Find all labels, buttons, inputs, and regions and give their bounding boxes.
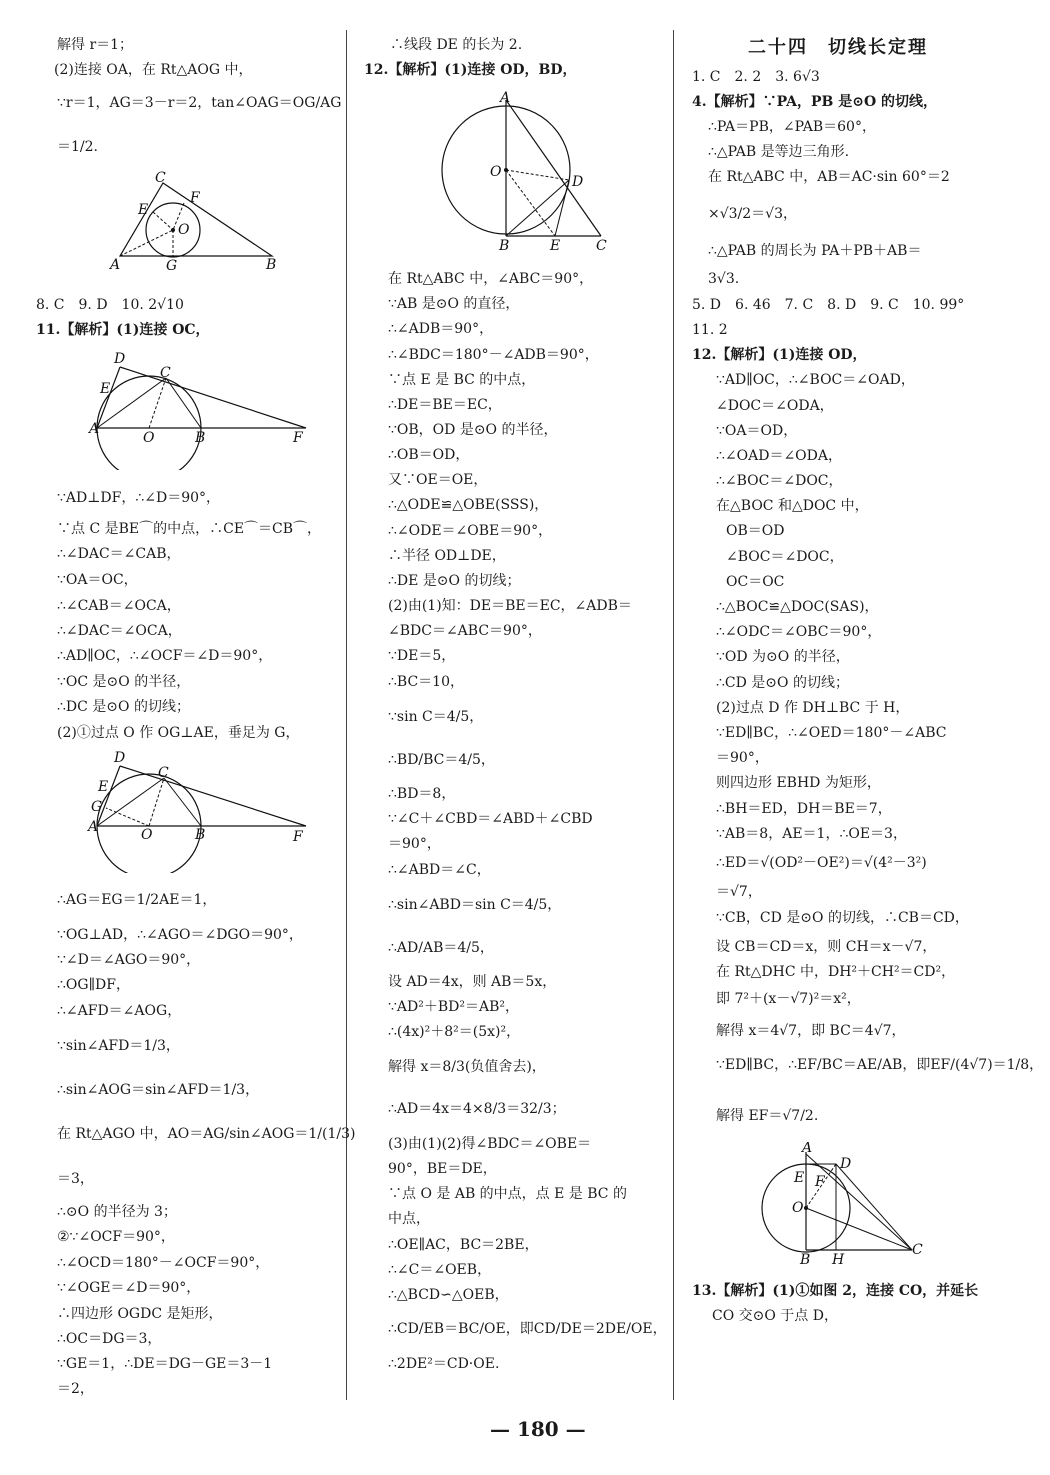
text-line: ∴AD/AB＝4/5， bbox=[388, 940, 494, 956]
text-line: ＝3， bbox=[57, 1171, 94, 1187]
column-divider-right bbox=[673, 30, 674, 1400]
text-line: ∵AB＝8，AE＝1，∴OE＝3， bbox=[716, 826, 907, 842]
text-line: (2)连接 OA，在 Rt△AOG 中， bbox=[54, 62, 253, 78]
text-line: ∠DOC＝∠ODA， bbox=[716, 398, 834, 414]
text-line: ∴半径 OD⊥DE， bbox=[388, 548, 506, 564]
svg-text:O: O bbox=[178, 222, 190, 238]
text-line: 3√3. bbox=[708, 271, 740, 287]
text-line: 12.【解析】(1)连接 OD，BD， bbox=[364, 62, 577, 78]
text-line: 8. C 9. D 10. 2√10 bbox=[36, 297, 184, 313]
text-line: ∴CD/EB＝BC/OE，即CD/DE＝2DE/OE， bbox=[388, 1321, 667, 1337]
text-line: ∴OB＝OD， bbox=[388, 447, 470, 463]
svg-text:B: B bbox=[195, 430, 206, 446]
text-line: ∴四边形 OGDC 是矩形， bbox=[57, 1306, 223, 1322]
text-line: ∵OA＝OC， bbox=[57, 572, 138, 588]
text-line: ×√3/2＝√3， bbox=[708, 206, 798, 222]
text-line: 90°，BE＝DE， bbox=[388, 1161, 497, 1177]
svg-text:O: O bbox=[141, 827, 153, 843]
text-line: ∴DC 是⊙O 的切线； bbox=[57, 699, 190, 715]
page-number: — 180 — bbox=[490, 1417, 586, 1441]
text-line: ∴∠BOC＝∠DOC， bbox=[716, 473, 843, 489]
text-line: ∴OE∥AC，BC＝2BE， bbox=[388, 1237, 539, 1253]
svg-text:D: D bbox=[114, 750, 126, 766]
text-line: ∴ED＝√(OD²－OE²)＝√(4²－3²) bbox=[716, 855, 927, 871]
text-line: ∴sin∠ABD＝sin C＝4/5， bbox=[388, 897, 562, 913]
svg-text:A: A bbox=[88, 819, 99, 835]
text-line: ∴△BOC≌△DOC(SAS)， bbox=[716, 599, 879, 615]
text-line: ∴⊙O 的半径为 3； bbox=[57, 1204, 177, 1220]
text-line: 12.【解析】(1)连接 OD， bbox=[692, 347, 867, 363]
text-line: OB＝OD bbox=[726, 523, 785, 539]
text-line: ∵sin C＝4/5， bbox=[388, 709, 484, 725]
text-line: ＝1/2. bbox=[57, 139, 98, 155]
text-line: 设 AD＝4x，则 AB＝5x， bbox=[388, 974, 557, 990]
svg-text:E: E bbox=[550, 238, 561, 254]
text-line: 即 7²＋(x－√7)²＝x²， bbox=[716, 991, 861, 1007]
text-line: ＝2， bbox=[57, 1381, 94, 1397]
text-line: ∵OC 是⊙O 的半径， bbox=[57, 674, 191, 690]
text-line: ∵AD²＋BD²＝AB²， bbox=[388, 999, 519, 1015]
text-line: ∵AB 是⊙O 的直径， bbox=[388, 296, 520, 312]
text-line: (3)由(1)(2)得∠BDC＝∠OBE＝ bbox=[388, 1136, 592, 1152]
svg-text:D: D bbox=[114, 351, 126, 367]
svg-text:O: O bbox=[490, 164, 502, 180]
svg-text:C: C bbox=[158, 765, 169, 781]
text-line: ∴∠ABD＝∠C， bbox=[388, 862, 491, 878]
text-line: ∵OD 为⊙O 的半径， bbox=[716, 649, 850, 665]
svg-text:F: F bbox=[293, 430, 303, 446]
svg-text:E: E bbox=[100, 381, 111, 397]
text-line: ∴BD＝8， bbox=[388, 786, 456, 802]
svg-text:A: A bbox=[500, 90, 511, 106]
text-line: ∴△BCD∽△OEB， bbox=[388, 1287, 509, 1303]
text-line: ∴PA＝PB，∠PAB＝60°， bbox=[708, 119, 876, 135]
text-line: ∵点 C 是BE⌒的中点，∴CE⌒＝CB⌒， bbox=[57, 521, 322, 537]
svg-text:F: F bbox=[190, 190, 200, 206]
text-line: 则四边形 EBHD 为矩形， bbox=[716, 775, 881, 791]
svg-text:O: O bbox=[792, 1200, 804, 1216]
text-line: ∴sin∠AOG＝sin∠AFD＝1/3， bbox=[57, 1082, 260, 1098]
svg-text:B: B bbox=[266, 257, 277, 273]
svg-text:F: F bbox=[815, 1174, 825, 1190]
text-line: ∵sin∠AFD＝1/3， bbox=[57, 1038, 180, 1054]
text-line: ∴CD 是⊙O 的切线； bbox=[716, 675, 849, 691]
text-line: ∴BC＝10， bbox=[388, 674, 464, 690]
text-line: ∴(4x)²＋8²＝(5x)²， bbox=[388, 1024, 521, 1040]
text-line: (2)过点 D 作 DH⊥BC 于 H， bbox=[716, 700, 910, 716]
text-line: ∴OG∥DF， bbox=[57, 977, 130, 993]
text-line: 1. C 2. 2 3. 6√3 bbox=[692, 69, 820, 85]
text-line: ∴∠OAD＝∠ODA， bbox=[716, 448, 842, 464]
text-line: ∵AD⊥DF，∴∠D＝90°， bbox=[57, 490, 221, 506]
svg-text:D: D bbox=[840, 1156, 852, 1172]
text-line: 5. D 6. 46 7. C 8. D 9. C 10. 99° bbox=[692, 297, 965, 313]
text-line: 11. 2 bbox=[692, 322, 728, 338]
svg-text:C: C bbox=[160, 365, 171, 381]
column-divider-left bbox=[346, 30, 347, 1400]
text-line: ∵ED∥BC，∴∠OED＝180°－∠ABC bbox=[716, 725, 947, 741]
text-line: ∴△ODE≌△OBE(SSS)， bbox=[388, 497, 549, 513]
svg-text:O: O bbox=[143, 430, 155, 446]
text-line: ∴∠BDC＝180°－∠ADB＝90°， bbox=[388, 347, 599, 363]
svg-text:C: C bbox=[912, 1242, 923, 1258]
text-line: ∴AD∥OC，∴∠OCF＝∠D＝90°， bbox=[57, 648, 273, 664]
text-line: ∵r＝1，AG＝3－r＝2，tan∠OAG＝OG/AG bbox=[57, 95, 342, 111]
figure-q11-part2 bbox=[86, 748, 316, 873]
text-line: ∴AD＝4x＝4×8/3＝32/3； bbox=[388, 1101, 566, 1117]
text-line: 在 Rt△AGO 中，AO＝AG/sin∠AOG＝1/(1/3) bbox=[57, 1126, 356, 1142]
text-line: ∵DE＝5， bbox=[388, 648, 456, 664]
text-line: ∵点 O 是 AB 的中点，点 E 是 BC 的 bbox=[388, 1186, 627, 1202]
text-line: 在 Rt△DHC 中，DH²＋CH²＝CD²， bbox=[716, 964, 956, 980]
text-line: ∴∠ADB＝90°， bbox=[388, 321, 494, 337]
text-line: ∴OC＝DG＝3， bbox=[57, 1331, 162, 1347]
text-line: ∴∠CAB＝∠OCA， bbox=[57, 598, 181, 614]
text-line: ∠BDC＝∠ABC＝90°， bbox=[388, 623, 542, 639]
svg-text:G: G bbox=[166, 258, 178, 274]
text-line: ∴△PAB 是等边三角形. bbox=[708, 144, 850, 160]
text-line: ＝√7， bbox=[716, 884, 762, 900]
text-line: ∴∠C＝∠OEB， bbox=[388, 1262, 492, 1278]
text-line: ∴∠DAC＝∠OCA， bbox=[57, 623, 182, 639]
text-line: 4.【解析】∵PA，PB 是⊙O 的切线， bbox=[692, 94, 938, 110]
svg-text:A: A bbox=[110, 257, 121, 273]
text-line: ∴BD/BC＝4/5， bbox=[388, 752, 495, 768]
text-line: 解得 x＝8/3(负值舍去)， bbox=[388, 1059, 546, 1075]
text-line: ∵点 E 是 BC 的中点， bbox=[388, 372, 536, 388]
text-line: ∴DE＝BE＝EC， bbox=[388, 397, 502, 413]
text-line: ∴∠ODE＝∠OBE＝90°， bbox=[388, 523, 553, 539]
text-line: ∵OA＝OD， bbox=[716, 423, 798, 439]
svg-text:A: A bbox=[89, 421, 100, 437]
svg-text:C: C bbox=[596, 238, 607, 254]
text-line: ∴AG＝EG＝1/2AE＝1， bbox=[57, 892, 217, 908]
text-line: ∵AD∥OC，∴∠BOC＝∠OAD， bbox=[716, 372, 915, 388]
svg-text:E: E bbox=[98, 779, 109, 795]
text-line: (2)①过点 O 作 OG⊥AE，垂足为 G， bbox=[57, 725, 300, 741]
figure-incircle-triangle bbox=[100, 170, 290, 275]
text-line: 在 Rt△ABC 中，∠ABC＝90°， bbox=[388, 271, 594, 287]
figure-q12 bbox=[436, 88, 626, 256]
text-line: ∴2DE²＝CD·OE. bbox=[388, 1356, 500, 1372]
text-line: ＝90°， bbox=[388, 836, 441, 852]
text-line: 在△BOC 和△DOC 中， bbox=[716, 498, 869, 514]
text-line: 11.【解析】(1)连接 OC， bbox=[36, 322, 210, 338]
text-line: (2)由(1)知：DE＝BE＝EC，∠ADB＝ bbox=[388, 598, 632, 614]
svg-text:A: A bbox=[802, 1142, 813, 1156]
text-line: ∵∠D＝∠AGO＝90°， bbox=[57, 952, 201, 968]
text-line: ∴△PAB 的周长为 PA＋PB＋AB＝ bbox=[708, 243, 922, 259]
text-line: 中点， bbox=[388, 1211, 430, 1227]
section-title: 二十四 切线长定理 bbox=[748, 37, 928, 58]
text-line: ∵OG⊥AD，∴∠AGO＝∠DGO＝90°， bbox=[57, 927, 303, 943]
text-line: ②∵∠OCF＝90°， bbox=[57, 1229, 175, 1245]
text-line: 设 CB＝CD＝x，则 CH＝x－√7， bbox=[716, 939, 937, 955]
svg-text:H: H bbox=[832, 1252, 845, 1267]
text-line: ∠BOC＝∠DOC， bbox=[726, 549, 844, 565]
text-line: ∵CB，CD 是⊙O 的切线，∴CB＝CD， bbox=[716, 910, 969, 926]
text-line: ∵∠C＋∠CBD＝∠ABD＋∠CBD bbox=[388, 811, 593, 827]
text-line: 解得 EF＝√7/2. bbox=[716, 1108, 819, 1124]
text-line: ∴DE 是⊙O 的切线； bbox=[388, 573, 521, 589]
text-line: ＝90°， bbox=[716, 750, 769, 766]
text-line: 又∵OE＝OE， bbox=[388, 472, 488, 488]
text-line: 在 Rt△ABC 中，AB＝AC·sin 60°＝2 bbox=[708, 169, 950, 185]
text-line: ∵GE＝1，∴DE＝DG－GE＝3－1 bbox=[57, 1356, 273, 1372]
text-line: ∴BH＝ED，DH＝BE＝7， bbox=[716, 801, 892, 817]
svg-text:B: B bbox=[195, 827, 206, 843]
text-line: 13.【解析】(1)①如图 2，连接 CO，并延长 bbox=[692, 1283, 979, 1299]
text-line: ∴∠AFD＝∠AOG， bbox=[57, 1003, 182, 1019]
text-line: ∵ED∥BC，∴EF/BC＝AE/AB，即EF/(4√7)＝1/8， bbox=[716, 1057, 1044, 1073]
text-line: OC＝OC bbox=[726, 574, 785, 590]
figure-col3-q12 bbox=[760, 1142, 940, 1267]
svg-text:D: D bbox=[572, 174, 584, 190]
text-line: 解得 r＝1； bbox=[57, 37, 134, 53]
svg-text:E: E bbox=[794, 1170, 805, 1186]
text-line: 解得 x＝4√7，即 BC＝4√7， bbox=[716, 1023, 906, 1039]
text-line: ∵OB，OD 是⊙O 的半径， bbox=[388, 422, 558, 438]
svg-text:B: B bbox=[499, 238, 510, 254]
svg-text:E: E bbox=[138, 202, 149, 218]
text-line: ∵∠OGE＝∠D＝90°， bbox=[57, 1280, 201, 1296]
svg-text:G: G bbox=[91, 799, 103, 815]
text-line: ∴∠OCD＝180°－∠OCF＝90°， bbox=[57, 1255, 270, 1271]
text-line: CO 交⊙O 于点 D， bbox=[712, 1308, 838, 1324]
text-line: ∴线段 DE 的长为 2. bbox=[390, 37, 523, 53]
svg-text:F: F bbox=[293, 829, 303, 845]
text-line: ∴∠DAC＝∠CAB， bbox=[57, 546, 181, 562]
figure-q11-part1 bbox=[86, 345, 316, 470]
text-line: ∴∠ODC＝∠OBC＝90°， bbox=[716, 624, 882, 640]
svg-text:C: C bbox=[155, 170, 166, 186]
svg-text:B: B bbox=[800, 1252, 811, 1267]
